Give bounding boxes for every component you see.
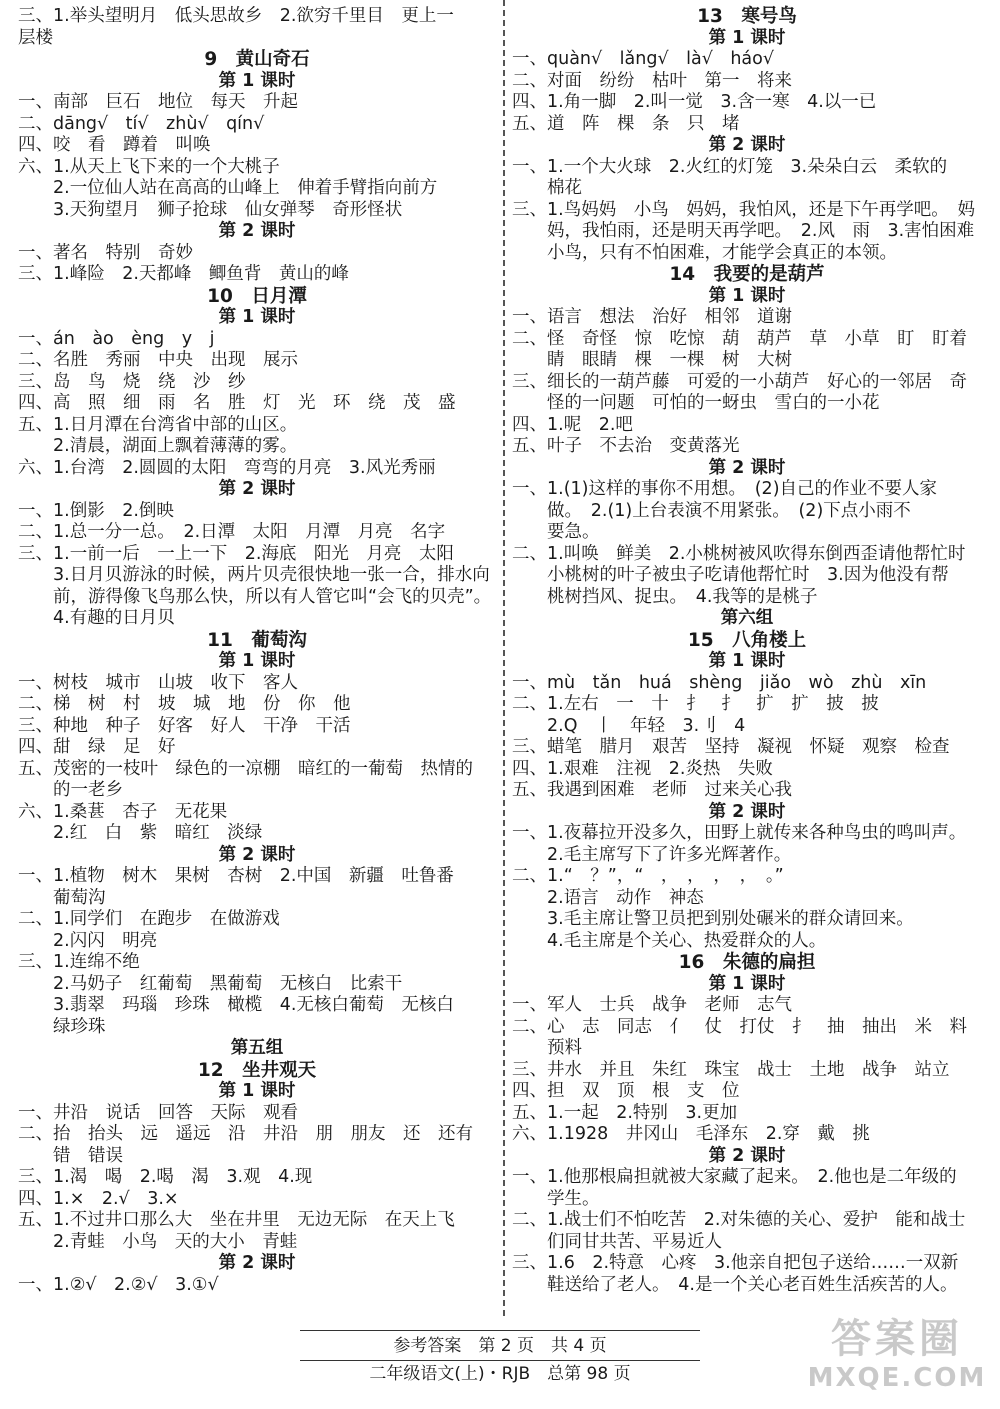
answer-line: 一、1.夜幕拉开没多久，田野上就传来各种鸟虫的鸣叫声。 [512,823,967,843]
column-divider [503,0,505,1316]
answer-line: 一、树枝 城市 山坡 收下 客人 [18,672,298,693]
answer-line: 怪的一问题 可怕的一蚜虫 雪白的一小花 [512,393,880,413]
answer-line: 四、1.呢 2.吧 [512,414,633,435]
answer-line: 一、quàn√ lǎng√ là√ háo√ [512,49,775,69]
answer-line: 四、咬 看 蹲着 叫唤 [18,135,211,155]
answer-line: 五、道 阵 棵 条 只 堵 [512,113,740,134]
section-heading: 第 1 课时 [218,1081,296,1101]
section-heading: 第 1 课时 [218,70,296,91]
footer-rule-lower [300,1360,700,1361]
answer-line: 一、1.他那根扁担就被大家藏了起来。 2.他也是二年级的 [512,1167,957,1187]
answer-line: 一、1.②√ 2.②√ 3.①√ [18,1274,219,1295]
answer-line: 三、岛 鸟 烧 绕 沙 纱 [18,371,246,392]
answer-line: 2.语言 动作 神态 [512,887,704,908]
section-heading: 11 葡萄沟 [207,629,307,651]
answer-line: 3.翡翠 玛瑙 珍珠 橄榄 4.无核白葡萄 无核白 [18,995,454,1015]
answer-line: 一、军人 士兵 战争 老师 志气 [512,995,792,1015]
answer-column-left [18,6,496,1296]
answer-line: 四、担 双 顶 根 支 位 [512,1081,740,1101]
section-heading: 第 2 课时 [708,135,786,155]
answer-line: 二、名胜 秀丽 中央 出现 展示 [18,350,298,370]
section-heading: 16 朱德的扁担 [678,952,816,973]
answer-line: 三、蜡笔 腊月 艰苦 坚持 凝视 怀疑 观察 检查 [512,737,950,757]
answer-line: 二、梯 树 村 坡 城 地 份 你 他 [18,694,351,714]
answer-line: 三、种地 种子 好客 好人 干净 干活 [18,715,351,736]
answer-line: 层楼 [18,27,53,48]
answer-line: 一、1.一个大火球 2.火红的灯笼 3.朵朵白云 柔软的 [512,156,948,177]
answer-line: 二、心 志 同志 亻 仗 打仗 扌 抽 抽出 米 料 [512,1016,967,1037]
answer-line: 3.毛主席让警卫员把到别处碾米的群众请回来。 [512,909,914,929]
site-watermark [802,1315,992,1401]
answer-line: 四、甜 绿 足 好 [18,737,176,757]
answer-line: 棉花 [512,178,582,198]
answer-line: 做。 2.(1)上台表演不用紧张。 (2)下点小雨不 [512,500,911,521]
answer-line: 一、井沿 说话 回答 天际 观看 [18,1102,298,1123]
answer-line: 绿珍珠 [18,1016,106,1037]
section-heading: 第 1 课时 [708,973,786,994]
section-heading: 第 2 课时 [708,457,786,478]
answer-line: 3.天狗望月 狮子抢球 仙女弹琴 奇形怪状 [18,199,403,220]
answer-line: 4.有趣的日月贝 [18,608,175,628]
answer-line: 六、1.从天上飞下来的一个大桃子 [18,156,280,177]
answer-line: 四、1.× 2.√ 3.× [18,1188,179,1209]
answer-line: 二、1.总一分一总。 2.日潭 太阳 月潭 月亮 名字 [18,522,446,542]
section-heading: 14 我要的是葫芦 [669,264,825,285]
section-heading: 第六组 [720,608,774,628]
section-heading: 第 1 课时 [708,285,786,306]
answer-line: 一、1.植物 树木 果树 杏树 2.中国 新疆 吐鲁番 [18,866,454,886]
answer-line: 六、1.1928 井冈山 毛泽东 2.穿 戴 挑 [512,1124,870,1144]
answer-line: 一、语言 想法 治好 相邻 道谢 [512,307,792,327]
answer-line: 一、mù tǎn huá shèng jiǎo wò zhù xīn [512,672,927,693]
answer-line: 睛 眼睛 棵 一棵 树 大树 [512,350,792,370]
section-heading: 10 日月潭 [207,285,307,307]
section-heading: 13 寒号鸟 [697,6,797,27]
answer-line: 的一老乡 [18,780,123,800]
answer-line: 四、1.角一脚 2.叫一觉 3.含一寒 4.以一已 [512,92,877,112]
answer-line: 2.闪闪 明亮 [18,930,158,951]
section-heading: 第 2 课时 [218,479,296,499]
section-heading: 第 2 课时 [218,221,296,241]
answer-line: 五、我遇到困难 老师 过来关心我 [512,780,792,800]
answer-line: 四、高 照 细 雨 名 胜 灯 光 环 绕 茂 盛 [18,393,456,413]
answer-line: 葡萄沟 [18,887,106,908]
section-heading: 第 2 课时 [708,1145,786,1166]
watermark-logo-text: 答案圈 [831,1316,963,1362]
answer-line: 三、细长的一葫芦藤 可爱的一小葫芦 好心的一邻居 奇 [512,371,967,392]
answer-line: 3.日月贝游泳的时候，两片贝壳很快地一张一合，排水向 [18,565,490,585]
answer-line: 六、1.台湾 2.圆圆的太阳 弯弯的月亮 3.风光秀丽 [18,457,436,478]
answer-column-right [512,6,982,1296]
answer-line: 二、1.同学们 在跑步 在做游戏 [18,909,280,929]
answer-line: 四、1.艰难 注视 2.炎热 失败 [512,758,773,779]
answer-line: 鞋送给了老人。 4.是一个关心老百姓生活疾苦的人。 [512,1274,958,1295]
answer-line: 前，游得像飞鸟那么快，所以有人管它叫“会飞的贝壳”。 [18,586,492,607]
answer-line: 一、1.(1)这样的事你不用想。 (2)自己的作业不要人家 [512,479,938,499]
answer-line: 三、1.连绵不绝 [18,952,140,972]
answer-line: 一、著名 特别 奇妙 [18,242,193,263]
section-heading: 第 1 课时 [218,307,296,327]
footer-page-label: 参考答案 第 2 页 共 4 页 [393,1336,607,1356]
answer-line: 2.一位仙人站在高高的山峰上 伸着手臂指向前方 [18,178,438,198]
footer-rule [300,1330,700,1331]
watermark-site: MXQE.COM [807,1363,987,1393]
answer-line: 二、1.“ ？”，“ ， ， ， ， 。” [512,866,784,886]
section-heading: 第 2 课时 [708,801,786,822]
section-heading: 9 黄山奇石 [204,49,310,70]
footer-subtitle: 二年级语文(上)・RJB 总第 98 页 [369,1364,631,1384]
answer-line: 2.马奶子 红葡萄 黑葡萄 无核白 比索干 [18,973,403,994]
section-heading: 第 1 课时 [708,27,786,48]
answer-line: 2.红 白 紫 暗红 淡绿 [18,823,263,843]
answer-line: 错 错误 [18,1145,123,1166]
answer-line: 们同甘共苦、平易近人 [512,1231,722,1252]
answer-line: 二、1.叫唤 鲜美 2.小桃树被风吹得东倒西歪请他帮忙时 [512,543,966,564]
answer-line: 2.青蛙 小鸟 天的大小 青蛙 [18,1231,298,1252]
answer-line: 二、1.战士们不怕吃苦 2.对朱德的关心、爱护 能和战士 [512,1210,966,1230]
answer-line: 三、井水 并且 朱红 珠宝 战士 土地 战争 站立 [512,1059,950,1080]
answer-line: 二、dāng√ tí√ zhù√ qín√ [18,113,265,134]
answer-line: 2.Q 丨 年轻 3.刂 4 [512,715,746,736]
answer-line: 要急。 [512,522,600,542]
answer-line: 五、叶子 不去治 变黄落光 [512,436,740,456]
answer-line: 三、1.6 2.特意 心疼 3.他亲自把包子送给……一双新 [512,1253,959,1273]
answer-line: 小鸟，只有不怕困难，才能学会真正的本领。 [512,242,897,263]
answer-line: 桃树挡风、捉虫。 4.我等的是桃子 [512,586,818,607]
answer-line: 三、1.鸟妈妈 小鸟 妈妈，我怕风，还是下午再学吧。 妈 [512,199,975,220]
answer-line: 三、1.峰险 2.天都峰 鲫鱼背 黄山的峰 [18,264,349,284]
answer-line: 三、1.举头望明月 低头思故乡 2.欲穷千里目 更上一 [18,6,454,26]
answer-line: 二、抬 抬头 远 遥远 沿 井沿 朋 朋友 还 还有 [18,1124,473,1144]
section-heading: 第 2 课时 [218,1253,296,1273]
answer-line: 六、1.桑葚 杏子 无花果 [18,801,228,822]
answer-line: 二、怪 奇怪 惊 吃惊 葫 葫芦 草 小草 盯 盯着 [512,328,967,349]
section-heading: 第五组 [230,1038,284,1058]
answer-line: 二、对面 纷纷 枯叶 第一 将来 [512,70,792,91]
answer-line: 一、án ào èng y j [18,328,215,349]
answer-line: 三、1.一前一后 一上一下 2.海底 阳光 月亮 太阳 [18,543,454,564]
answer-line: 一、南部 巨石 地位 每天 升起 [18,92,298,112]
answer-line: 学生。 [512,1188,600,1209]
answer-line: 2.清晨，湖面上飘着薄薄的雾。 [18,436,298,456]
answer-line: 4.毛主席是个关心、热爱群众的人。 [512,930,827,951]
answer-line: 预料 [512,1038,582,1058]
answer-line: 妈，我怕雨，还是明天再学吧。 2.风 雨 3.害怕困难 [512,221,975,241]
answer-line: 五、1.不过井口那么大 坐在井里 无边无际 在天上飞 [18,1210,455,1230]
answer-line: 三、1.渴 喝 2.喝 渴 3.观 4.现 [18,1167,313,1187]
answer-line: 五、1.日月潭在台湾省中部的山区。 [18,414,298,435]
section-heading: 第 2 课时 [218,844,296,865]
answer-line: 五、1.一起 2.特别 3.更加 [512,1102,738,1123]
section-heading: 15 八角楼上 [687,629,807,651]
section-heading: 第 1 课时 [218,651,296,671]
answer-line: 二、1.左右 一 十 扌 扌 扩 扩 披 披 [512,694,879,714]
section-heading: 第 1 课时 [708,651,786,671]
answer-line: 一、1.倒影 2.倒映 [18,500,174,521]
answer-line: 2.毛主席写下了许多光辉著作。 [512,844,792,865]
answer-line: 小桃树的叶子被虫子吃请他帮忙时 3.因为他没有帮 [512,565,949,585]
section-heading: 12 坐井观天 [197,1059,317,1081]
answer-line: 五、茂密的一枝叶 绿色的一凉棚 暗红的一葡萄 热情的 [18,758,473,779]
